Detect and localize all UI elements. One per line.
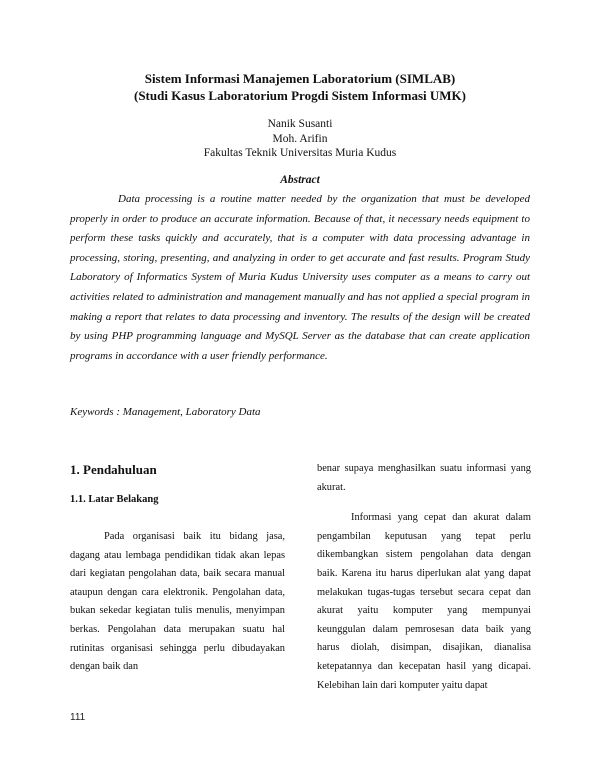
subsection-heading: 1.1. Latar Belakang: [70, 494, 159, 505]
body-paragraph: Pada organisasi baik itu bidang jasa, dagang atau lembaga pendidikan tidak akan lepas dari kegiatan pengolahan data, baik secara manual ataupun dengan cara elektronik. Pengolahan data, bukan sekedar kegiatan tulis menulis, menyimpan berkas. Pengolahan data merupakan suatu hal rutinitas organisasi sehingga perlu dibudayakan dengan baik dan: [70, 531, 285, 673]
body-paragraph-continued: benar supaya menghasilkan suatu informasi yang akurat.: [317, 463, 531, 493]
section-heading: 1. Pendahuluan: [70, 462, 157, 477]
author-name: Moh. Arifin: [272, 132, 328, 145]
keywords: Keywords : Management, Laboratory Data: [70, 406, 261, 418]
right-column: [317, 460, 531, 695]
title-line-1: Sistem Informasi Manajemen Laboratorium (SIMLAB): [144, 71, 456, 86]
title-line-2: (Studi Kasus Laboratorium Progdi Sistem Informasi UMK): [134, 88, 466, 103]
abstract-heading: Abstract: [280, 174, 320, 186]
page-number: 111: [70, 712, 86, 723]
paper-title: [0, 70, 600, 104]
author-block: [0, 117, 600, 161]
body-paragraph: Informasi yang cepat dan akurat dalam pengambilan keputusan yang tepat perlu dikembangkan sistem pengolahan data dengan baik. Karena itu harus diperlukan alat yang dapat melakukan tugas-tugas tersebut secara cepat dan akurat yaitu komputer yang mempunyai keunggulan dalam pemrosesan data baik yang harus diolah, disimpan, disajikan, dianalisa ketepatannya dan kecepatan hasil yang dicapai. Kelebihan lain dari komputer yaitu dapat: [317, 512, 531, 691]
affiliation: Fakultas Teknik Universitas Muria Kudus: [203, 147, 397, 159]
abstract-body: Data processing is a routine matter needed by the organization that must be developed properly in order to produce an accurate information. Because of that, it necessary needs equipment to perform these tasks quickly and accurately, that is a computer with data processing advantage in processing, storing, presenting, and analyzing in order to get accurate and fast results. Program Study Laboratory of Informatics System of Muria Kudus University uses computer as a means to carry out activities related to administration and management manually and has not applied a special program in making a report that relates to data processing and inventory. The results of the design will be created by using PHP programming language and MySQL Server as the database that can create application programs in accordance with a user friendly performance.: [70, 193, 530, 362]
author-name: Nanik Susanti: [267, 118, 333, 130]
left-column: [70, 460, 285, 677]
